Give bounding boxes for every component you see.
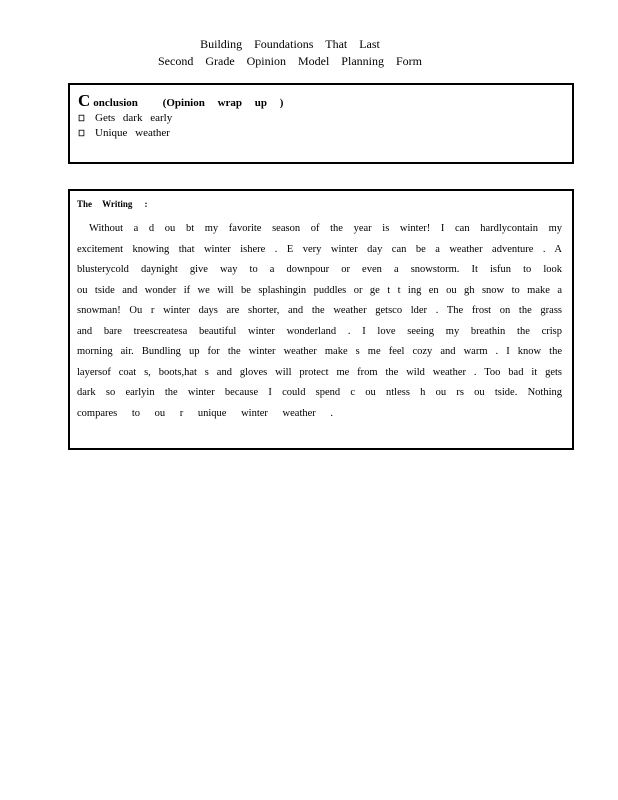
list-item [78, 126, 564, 141]
bullet-text: Unique weather [95, 127, 170, 139]
essay-line: layersof coat s, boots,hat s and gloves will protect me from the wild weather . Too bad it gets [77, 366, 562, 378]
bullet-text: Gets dark early [95, 112, 173, 124]
title-line-2: Second Grade Opinion Model Planning Form [158, 54, 422, 68]
conclusion-heading-sub: (Opinion wrap up ) [162, 97, 284, 109]
essay-line: snowman! Ou r winter days are shorter, and the weather getsco lder . The frost on the grass [77, 305, 562, 316]
essay-line: dark so earlyin the winter because I could spend c ou ntless h ou rs ou tside. Nothing [77, 387, 562, 398]
writing-box [68, 189, 574, 450]
conclusion-bullet-list [78, 111, 564, 141]
essay-line: Without a d ou bt my favorite season of the year is winter! I can hardlycontain my [89, 223, 562, 234]
conclusion-box [68, 83, 574, 164]
essay-line: morning air. Bundling up for the winter weather make s me feel cozy and warm . I know the [77, 346, 562, 357]
bullet-box-icon [79, 115, 85, 121]
conclusion-heading [78, 93, 564, 111]
essay-line: and bare treescreatesa beautiful winter wonderland . I love seeing my breathin the crisp [77, 325, 562, 337]
essay-line: ou tside and wonder if we will be splashingin puddles or ge t t ing en ou gh snow to make a [77, 284, 562, 296]
conclusion-heading-rest: onclusion [93, 97, 138, 109]
conclusion-heading-cap: C [78, 91, 94, 110]
essay-line: blusterycold daynight give way to a downpour or even a snowstorm. It isfun to look [77, 264, 562, 275]
essay-line: excitement knowing that winter ishere . E very winter day can be a weather adventure . A [77, 243, 562, 255]
form-title [0, 36, 580, 70]
title-line-1: Building Foundations That Last [200, 37, 380, 51]
writing-heading [77, 197, 564, 211]
writing-heading-label: The Writing [77, 199, 133, 209]
essay-body [77, 219, 564, 424]
essay-line: compares to ou r unique winter weather . [77, 407, 334, 419]
writing-heading-colon: : [144, 199, 148, 209]
list-item [78, 111, 564, 126]
bullet-box-icon [79, 130, 85, 136]
